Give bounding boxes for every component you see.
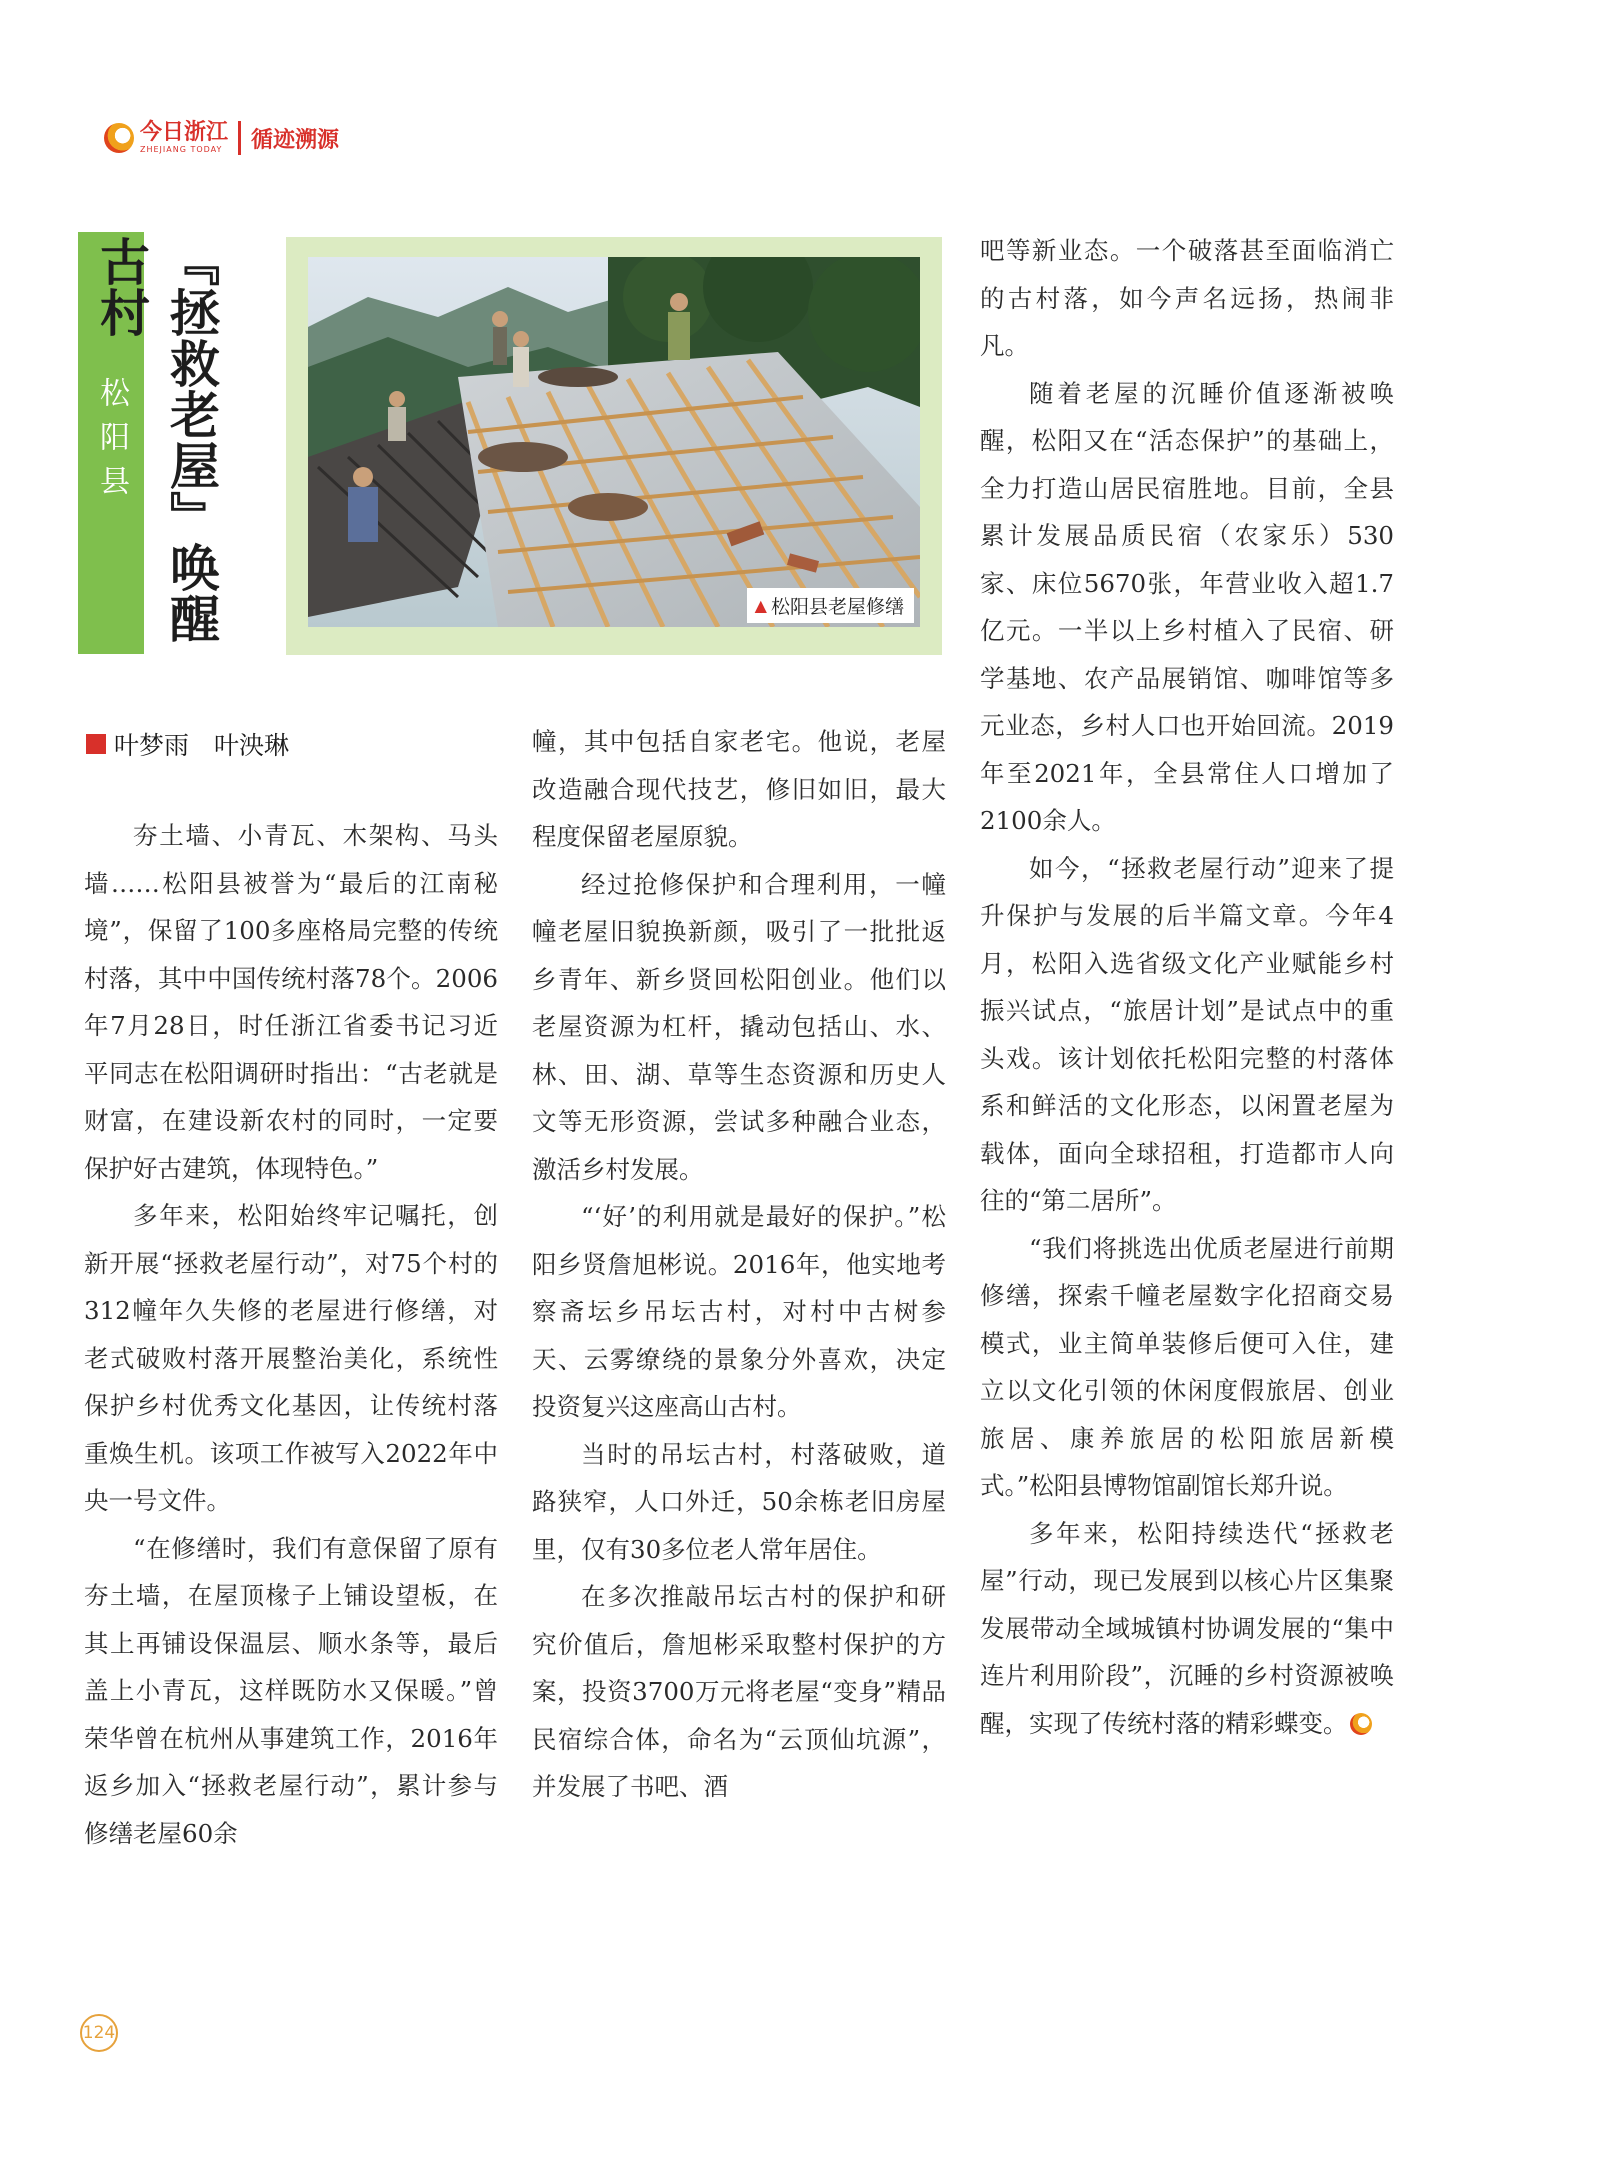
header-divider (238, 121, 241, 155)
section-name: 循迹溯源 (251, 127, 340, 153)
paragraph: “‘好’的利用就是最好的保护。”松阳乡贤詹旭彬说。2016年，他实地考察斋坛乡吊坛古村，对村中古树参天、云雾缭绕的景象分外喜欢，决定投资复兴这座高山古村。 (532, 1202, 946, 1421)
logo-text (140, 122, 228, 154)
article-column-1 (84, 812, 498, 1857)
magazine-logo (104, 122, 228, 154)
photo-caption-text: 松阳县老屋修缮 (770, 596, 904, 618)
end-logo-icon (1350, 1713, 1372, 1735)
paragraph: 多年来，松阳始终牢记嘱托，创新开展“拯救老屋行动”，对75个村的312幢年久失修的老屋进行修缮，对老式破败村落开展整治美化，系统性保护乡村优秀文化基因，让传统村落重焕生机。该项工作被写入2022年中央一号文件。 (84, 1201, 498, 1515)
paragraph: “在修缮时，我们有意保留了原有夯土墙，在屋顶椽子上铺设望板，在其上再铺设保温层、顺水条等，最后盖上小青瓦，这样既防水又保暖。”曾荣华曾在杭州从事建筑工作，2016年返乡加入“拯救老屋行动”，累计参与修缮老屋60余 (84, 1533, 498, 1848)
paragraph: 当时的吊坛古村，村落破败，道路狭窄，人口外迁，50余栋老旧房屋里，仅有30多位老人常年居住。 (532, 1439, 946, 1564)
page-number: 124 (80, 2014, 118, 2052)
paragraph: 如今，“拯救老屋行动”迎来了提升保护与发展的后半篇文章。今年4月，松阳入选省级文化产业赋能乡村振兴试点，“旅居计划”是试点中的重头戏。该计划依托松阳完整的村落体系和鲜活的文化形态，以闲置老屋为载体，面向全球招租，打造都市人向往的“第二居所”。 (980, 853, 1394, 1215)
logo-en: ZHEJIANG TODAY (140, 145, 223, 154)
triangle-icon: ▲ (754, 596, 767, 615)
article-column-3 (980, 227, 1394, 1747)
sun-logo-icon (104, 123, 134, 153)
paragraph: 在多次推敲吊坛古村的保护和研究价值后，詹旭彬采取整村保护的方案，投资3700万元将老屋“变身”精品民宿综合体，命名为“云顶仙坑源”，并发展了书吧、酒 (532, 1582, 946, 1801)
byline (86, 726, 289, 762)
county-label: 松阳县 (94, 377, 129, 509)
logo-cn: 今日浙江 (140, 120, 229, 145)
paragraph: 随着老屋的沉睡价值逐渐被唤醒，松阳又在“活态保护”的基础上，全力打造山居民宿胜地。目前，全县累计发展品质民宿（农家乐）530家、床位5670张，年营业收入超1.7亿元。一半以上乡村植入了民宿、研学基地、农产品展销馆、咖啡馆等多元业态，乡村人口也开始回流。2019年至2021年，全县常住人口增加了2100余人。 (980, 378, 1394, 835)
paragraph-final (980, 1510, 1394, 1748)
article-column-2 (532, 718, 946, 1811)
photo-caption (747, 588, 914, 623)
final-paragraph-text: 多年来，松阳持续迭代“拯救老屋”行动，现已发展到以核心片区集聚发展带动全域城镇村协调发展的“集中连片利用阶段”，沉睡的乡村资源被唤醒，实现了传统村落的精彩蝶变。 (980, 1518, 1394, 1738)
paragraph: 幢，其中包括自家老宅。他说，老屋改造融合现代技艺，修旧如旧，最大程度保留老屋原貌。 (532, 727, 946, 851)
paragraph: 经过抢修保护和合理利用，一幢幢老屋旧貌换新颜，吸引了一批批返乡青年、新乡贤回松阳创业。他们以老屋资源为杠杆，撬动包括山、水、林、田、湖、草等生态资源和历史人文等无形资源，尝试多种融合业态，激活乡村发展。 (532, 869, 946, 1184)
author-names: 叶梦雨 叶泱琳 (114, 731, 290, 760)
photo-frame (286, 237, 942, 655)
article-title: 『拯救老屋』唤醒古村 (92, 236, 220, 644)
paragraph: 吧等新业态。一个破落甚至面临消亡的古村落，如今声名远扬，热闹非凡。 (980, 236, 1394, 360)
page-header (104, 118, 339, 158)
paragraph: 夯土墙、小青瓦、木架构、马头墙……松阳县被誉为“最后的江南秘境”，保留了100多座格局完整的传统村落，其中中国传统村落78个。2006年7月28日，时任浙江省委书记习近平同志在松阳调研时指出：“古老就是财富，在建设新农村的同时，一定要保护好古建筑，体现特色。” (84, 821, 498, 1183)
paragraph: “我们将挑选出优质老屋进行前期修缮，探索千幢老屋数字化招商交易模式，业主简单装修后便可入住，建立以文化引领的休闲度假旅居、创业旅居、康养旅居的松阳旅居新模式。”松阳县博物馆副馆长郑升说。 (980, 1233, 1394, 1500)
roof-repair-photo (308, 257, 920, 627)
square-marker-icon (86, 734, 106, 754)
